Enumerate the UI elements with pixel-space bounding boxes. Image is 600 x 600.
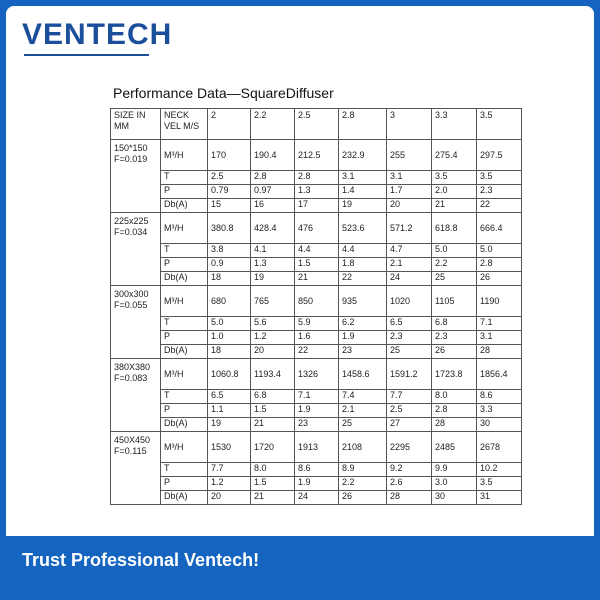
velocity-header-cell: 2.2 [251,109,295,140]
value-cell: 523.6 [339,213,387,244]
value-cell: 25 [339,418,387,432]
param-cell: P [161,258,208,272]
table-row [111,140,522,171]
value-cell: 21 [432,199,477,213]
value-cell: 4.4 [339,244,387,258]
param-cell: M³/H [161,359,208,390]
value-cell: 618.8 [432,213,477,244]
value-cell: 476 [295,213,339,244]
value-cell: 1.3 [251,258,295,272]
performance-table [110,108,522,505]
value-cell: 17 [295,199,339,213]
value-cell: 8.0 [432,390,477,404]
value-cell: 7.1 [477,317,522,331]
param-cell: M³/H [161,432,208,463]
value-cell: 2.2 [432,258,477,272]
value-cell: 8.0 [251,463,295,477]
value-cell: 2.1 [339,404,387,418]
value-cell: 24 [295,491,339,505]
value-cell: 3.1 [387,171,432,185]
size-cell: 150*150 F=0.019 [111,140,161,213]
value-cell: 2.8 [251,171,295,185]
value-cell: 0.79 [208,185,251,199]
value-cell: 3.1 [477,331,522,345]
value-cell: 6.5 [387,317,432,331]
velocity-header-cell: 3.3 [432,109,477,140]
table-row [111,331,522,345]
value-cell: 1105 [432,286,477,317]
size-cell: 450X450 F=0.115 [111,432,161,505]
value-cell: 0.97 [251,185,295,199]
value-cell: 275.4 [432,140,477,171]
value-cell: 1856.4 [477,359,522,390]
value-cell: 1.1 [208,404,251,418]
value-cell: 2.1 [387,258,432,272]
value-cell: 23 [339,345,387,359]
value-cell: 8.6 [295,463,339,477]
value-cell: 1.3 [295,185,339,199]
value-cell: 2108 [339,432,387,463]
neck-velocity-header: NECK VEL M/S [161,109,208,140]
value-cell: 2678 [477,432,522,463]
value-cell: 7.7 [208,463,251,477]
value-cell: 2.5 [387,404,432,418]
table-row [111,477,522,491]
value-cell: 4.4 [295,244,339,258]
value-cell: 19 [251,272,295,286]
velocity-header-cell: 2.8 [339,109,387,140]
table-row [111,432,522,463]
value-cell: 232.9 [339,140,387,171]
table-row [111,404,522,418]
value-cell: 3.3 [477,404,522,418]
value-cell: 1.4 [339,185,387,199]
value-cell: 8.9 [339,463,387,477]
table-row [111,171,522,185]
table-row [111,345,522,359]
table-row [111,185,522,199]
value-cell: 1530 [208,432,251,463]
value-cell: 28 [477,345,522,359]
value-cell: 6.8 [432,317,477,331]
value-cell: 1326 [295,359,339,390]
value-cell: 3.8 [208,244,251,258]
value-cell: 1913 [295,432,339,463]
value-cell: 2.3 [387,331,432,345]
value-cell: 1.9 [295,404,339,418]
param-cell: Db(A) [161,491,208,505]
value-cell: 20 [208,491,251,505]
value-cell: 3.0 [432,477,477,491]
value-cell: 25 [387,345,432,359]
value-cell: 5.0 [477,244,522,258]
value-cell: 2.2 [339,477,387,491]
value-cell: 428.4 [251,213,295,244]
value-cell: 1.2 [208,477,251,491]
value-cell: 18 [208,272,251,286]
ventech-logo: VENTECH [22,18,173,51]
value-cell: 5.6 [251,317,295,331]
param-cell: P [161,331,208,345]
value-cell: 1060.8 [208,359,251,390]
param-cell: T [161,463,208,477]
value-cell: 8.6 [477,390,522,404]
value-cell: 2.0 [432,185,477,199]
value-cell: 1193.4 [251,359,295,390]
table-row [111,491,522,505]
value-cell: 6.2 [339,317,387,331]
value-cell: 20 [251,345,295,359]
value-cell: 27 [387,418,432,432]
value-cell: 19 [339,199,387,213]
value-cell: 16 [251,199,295,213]
param-cell: P [161,404,208,418]
size-cell: 380X380 F=0.083 [111,359,161,432]
value-cell: 3.1 [339,171,387,185]
velocity-header-cell: 2.5 [295,109,339,140]
value-cell: 6.5 [208,390,251,404]
value-cell: 7.1 [295,390,339,404]
value-cell: 26 [432,345,477,359]
value-cell: 212.5 [295,140,339,171]
table-row [111,244,522,258]
value-cell: 190.4 [251,140,295,171]
value-cell: 1458.6 [339,359,387,390]
param-cell: T [161,244,208,258]
value-cell: 1723.8 [432,359,477,390]
value-cell: 1.7 [387,185,432,199]
value-cell: 380.8 [208,213,251,244]
value-cell: 2485 [432,432,477,463]
value-cell: 1.9 [339,331,387,345]
value-cell: 25 [432,272,477,286]
value-cell: 2.3 [477,185,522,199]
value-cell: 1720 [251,432,295,463]
value-cell: 571.2 [387,213,432,244]
value-cell: 9.2 [387,463,432,477]
value-cell: 1.2 [251,331,295,345]
value-cell: 19 [208,418,251,432]
value-cell: 170 [208,140,251,171]
value-cell: 850 [295,286,339,317]
value-cell: 5.0 [432,244,477,258]
value-cell: 255 [387,140,432,171]
value-cell: 26 [339,491,387,505]
table-row [111,213,522,244]
param-cell: Db(A) [161,345,208,359]
value-cell: 18 [208,345,251,359]
value-cell: 10.2 [477,463,522,477]
table-row [111,272,522,286]
value-cell: 15 [208,199,251,213]
value-cell: 3.5 [477,171,522,185]
value-cell: 680 [208,286,251,317]
value-cell: 4.1 [251,244,295,258]
table-row [111,359,522,390]
value-cell: 23 [295,418,339,432]
value-cell: 24 [387,272,432,286]
param-cell: M³/H [161,286,208,317]
value-cell: 2.8 [477,258,522,272]
value-cell: 4.7 [387,244,432,258]
footer-banner [0,536,600,600]
value-cell: 21 [251,491,295,505]
value-cell: 1.5 [251,477,295,491]
value-cell: 30 [432,491,477,505]
value-cell: 1.5 [295,258,339,272]
value-cell: 28 [432,418,477,432]
param-cell: M³/H [161,213,208,244]
value-cell: 2.3 [432,331,477,345]
value-cell: 0.9 [208,258,251,272]
value-cell: 31 [477,491,522,505]
value-cell: 22 [477,199,522,213]
value-cell: 7.4 [339,390,387,404]
value-cell: 21 [295,272,339,286]
content-card [6,6,594,536]
value-cell: 2.6 [387,477,432,491]
value-cell: 20 [387,199,432,213]
size-cell: 225x225 F=0.034 [111,213,161,286]
param-cell: Db(A) [161,199,208,213]
velocity-header-cell: 3 [387,109,432,140]
value-cell: 1.9 [295,477,339,491]
value-cell: 297.5 [477,140,522,171]
value-cell: 22 [339,272,387,286]
value-cell: 765 [251,286,295,317]
value-cell: 2.5 [208,171,251,185]
value-cell: 22 [295,345,339,359]
table-row [111,317,522,331]
value-cell: 2.8 [432,404,477,418]
value-cell: 7.7 [387,390,432,404]
size-header: SIZE IN MM [111,109,161,140]
value-cell: 1.0 [208,331,251,345]
table-row [111,463,522,477]
table-row [111,286,522,317]
document-title: Performance Data—SquareDiffuser [113,85,334,101]
logo-underline [24,54,149,56]
value-cell: 1.6 [295,331,339,345]
velocity-header-cell: 2 [208,109,251,140]
value-cell: 2295 [387,432,432,463]
value-cell: 6.8 [251,390,295,404]
value-cell: 3.5 [432,171,477,185]
table-header-row [111,109,522,140]
param-cell: P [161,477,208,491]
value-cell: 30 [477,418,522,432]
value-cell: 1591.2 [387,359,432,390]
value-cell: 1.5 [251,404,295,418]
param-cell: T [161,317,208,331]
value-cell: 935 [339,286,387,317]
param-cell: Db(A) [161,418,208,432]
value-cell: 5.0 [208,317,251,331]
value-cell: 1020 [387,286,432,317]
value-cell: 5.9 [295,317,339,331]
value-cell: 9.9 [432,463,477,477]
size-cell: 300x300 F=0.055 [111,286,161,359]
value-cell: 28 [387,491,432,505]
footer-tagline: Trust Professional Ventech! [22,550,260,570]
table-row [111,258,522,272]
param-cell: T [161,171,208,185]
table-row [111,418,522,432]
value-cell: 1.8 [339,258,387,272]
velocity-header-cell: 3.5 [477,109,522,140]
param-cell: T [161,390,208,404]
table-row [111,390,522,404]
value-cell: 26 [477,272,522,286]
value-cell: 3.5 [477,477,522,491]
param-cell: Db(A) [161,272,208,286]
value-cell: 2.8 [295,171,339,185]
param-cell: M³/H [161,140,208,171]
table-row [111,199,522,213]
value-cell: 666.4 [477,213,522,244]
value-cell: 21 [251,418,295,432]
value-cell: 1190 [477,286,522,317]
param-cell: P [161,185,208,199]
